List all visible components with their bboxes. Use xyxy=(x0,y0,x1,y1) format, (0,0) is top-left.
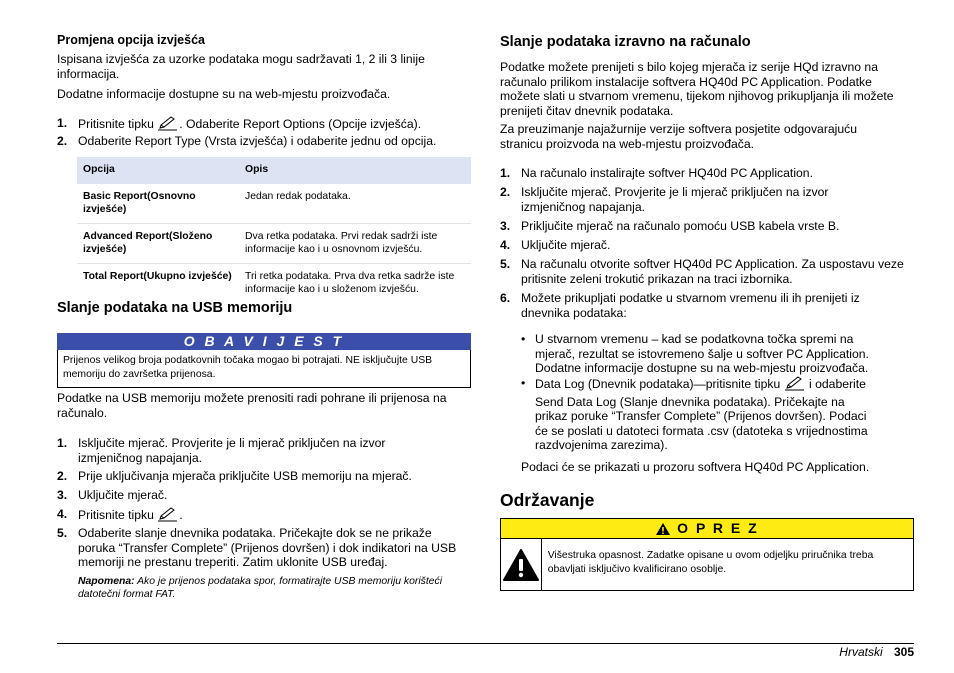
table-cell-option: Total Report(Ukupno izvješće) xyxy=(83,270,232,282)
step-number: 1. xyxy=(500,166,511,180)
table-row xyxy=(77,263,471,303)
step-text: Na računalu otvorite softver HQ40d PC Application. Za uspostavu veze pritisnite zeleni trokutić prikazan na traci izbornika. xyxy=(521,257,904,286)
paragraph-display: Podaci će se prikazati u prozoru softvera HQ40d PC Application. xyxy=(521,460,870,474)
notice-box xyxy=(57,333,471,388)
step-text-before: Pritisnite tipku xyxy=(78,117,154,131)
step-text: Isključite mjerač. Provjerite je li mjerač priključen na izvor izmjeničnog napajanja. xyxy=(78,436,386,465)
caution-header xyxy=(500,518,914,539)
step-text: Odaberite slanje dnevnika podataka. Pričekajte dok se ne prikaže poruka “Transfer Complete” (Prijenos dovršen) i dok indikatori na USB memoriji ne prestanu treperiti. Zatim uklonite USB uređaj. xyxy=(78,526,457,569)
table-row xyxy=(77,223,471,263)
footer-language: Hrvatski xyxy=(839,645,883,659)
step-text: Možete prikupljati podatke u stvarnom vremenu ili ih prenijeti iz dnevnika podataka: xyxy=(521,291,860,320)
step-text: Isključite mjerač. Provjerite je li mjerač priključen na izvor izmjeničnog napajanja. xyxy=(521,185,829,214)
page-number: 305 xyxy=(893,645,914,659)
table-header-row xyxy=(77,157,471,184)
caution-box xyxy=(500,518,914,591)
caution-text: Višestruka opasnost. Zadatke opisane u ovom odjeljku priručnika treba obavljati isključivo kvalificirano osoblje. xyxy=(547,550,874,575)
bullet-marker: • xyxy=(521,332,526,346)
step-number: 3. xyxy=(500,219,511,233)
heading-usb-transfer: Slanje podataka na USB memoriju xyxy=(57,300,293,316)
bullet-datalog xyxy=(535,376,880,453)
table-cell-description: Tri retka podataka. Prva dva retka sadrže iste informacije kao i u složenom izvješću. xyxy=(245,270,455,295)
notice-text: Prijenos velikog broja podatkovnih točaka mogao bi potrajati. NE isključujte USB memoriju do završetka prijenosa. xyxy=(57,350,471,388)
note-label: Napomena: xyxy=(78,576,135,587)
step-number: 2. xyxy=(57,134,68,148)
paragraph-report-lines: Ispisana izvješća za uzorke podataka mogu sadržavati 1, 2 ili 3 linije informacija. xyxy=(57,52,425,81)
step-text: Odaberite Report Type (Vrsta izvješća) i odaberite jednu od opcija. xyxy=(78,134,437,148)
step-number: 1. xyxy=(57,116,68,130)
note-text: Ako je prijenos podataka spor, formatirajte USB memoriju korišteći datotečni format FAT. xyxy=(78,576,443,600)
page-footer xyxy=(839,645,914,660)
table-header-option: Opcija xyxy=(77,157,239,184)
table-cell-description: Jedan redak podataka. xyxy=(239,184,471,224)
bullet-realtime: U stvarnom vremenu – kad se podatkovna točka spremi na mjerač, rezultat se istovremeno šalje u softver PC Application. Dodatne informacije dostupne su na web-mjestu proizvođača. xyxy=(535,332,869,375)
table-cell-option: Basic Report(Osnovno izvješće) xyxy=(77,184,239,224)
bullet-marker: • xyxy=(521,376,526,390)
step-text xyxy=(78,116,471,135)
warning-triangle-icon xyxy=(501,539,542,590)
step-number: 6. xyxy=(500,291,511,305)
paragraph-pc-intro: Podatke možete prenijeti s bilo kojeg mjerača iz serije HQd izravno na računalo prilikom instalacije softvera HQ40d PC Application. Podatke možete slati u stvarnom vremenu, tijekom njihovog prikupljanja ili možete prenijeti čitav dnevnik podataka. xyxy=(500,60,894,118)
heading-report-options: Promjena opcija izvješća xyxy=(57,33,205,47)
table-row xyxy=(77,184,471,224)
step-number: 5. xyxy=(57,526,68,540)
step-text-after: . Odaberite Report Options (Opcije izvješća). xyxy=(179,117,422,131)
table-header-description: Opis xyxy=(239,157,471,184)
step-number: 4. xyxy=(57,507,68,521)
step-text: Priključite mjerač na računalo pomoću USB kabela vrste B. xyxy=(521,219,840,233)
step-text: Prije uključivanja mjerača priključite USB memoriju na mjerač. xyxy=(78,469,412,483)
bullet-text-before: Data Log (Dnevnik podataka)—pritisnite tipku xyxy=(535,377,781,391)
step-text-before: Pritisnite tipku xyxy=(78,508,154,522)
table-cell-option: Advanced Report(Složeno izvješće) xyxy=(77,223,239,263)
step-number: 1. xyxy=(57,436,68,450)
paragraph-usb-intro: Podatke na USB memoriju možete prenositi radi pohrane ili prijenosa na računalo. xyxy=(57,391,447,420)
table-cell-description: Dva retka podataka. Prvi redak sadrži iste informacije kao i u osnovnom izvješću. xyxy=(239,223,471,263)
step-number: 2. xyxy=(57,469,68,483)
step-number: 2. xyxy=(500,185,511,199)
step-text-after: . xyxy=(179,508,183,522)
caution-title: O P R E Z xyxy=(677,520,759,536)
pencil-key-icon xyxy=(784,376,806,395)
paragraph-download: Za preuzimanje najažurnije verzije softvera posjetite odgovarajuću stranicu proizvoda na web-mjestu proizvođača. xyxy=(500,122,858,151)
pencil-key-icon xyxy=(157,116,179,135)
step-number: 3. xyxy=(57,488,68,502)
pencil-key-icon xyxy=(157,507,179,526)
step-text: Uključite mjerač. xyxy=(78,488,168,502)
step-number: 4. xyxy=(500,238,511,252)
heading-direct-to-pc: Slanje podataka izravno na računalo xyxy=(500,34,751,50)
note xyxy=(78,575,448,601)
notice-title: O B A V I J E S T xyxy=(57,333,471,350)
caution-body xyxy=(500,539,914,591)
step-text: Uključite mjerač. xyxy=(521,238,611,252)
step-text: Na računalo instalirajte softver HQ40d PC Application. xyxy=(521,166,813,180)
step-text xyxy=(78,507,471,526)
heading-maintenance: Održavanje xyxy=(500,490,595,510)
report-options-table xyxy=(77,157,471,303)
footer-divider xyxy=(57,643,914,644)
bullet-text-after: i odaberite Send Data Log (Slanje dnevnika podataka). Pričekajte na prikaz poruke “Transfer Complete” (Prijenos dovršen). Podaci će se poslati u datoteci formata .csv (datoteka s vrijednostima razdvojenima zarezima). xyxy=(535,377,868,452)
step-number: 5. xyxy=(500,257,511,271)
paragraph-more-info: Dodatne informacije dostupne su na web-mjestu proizvođača. xyxy=(57,87,391,101)
